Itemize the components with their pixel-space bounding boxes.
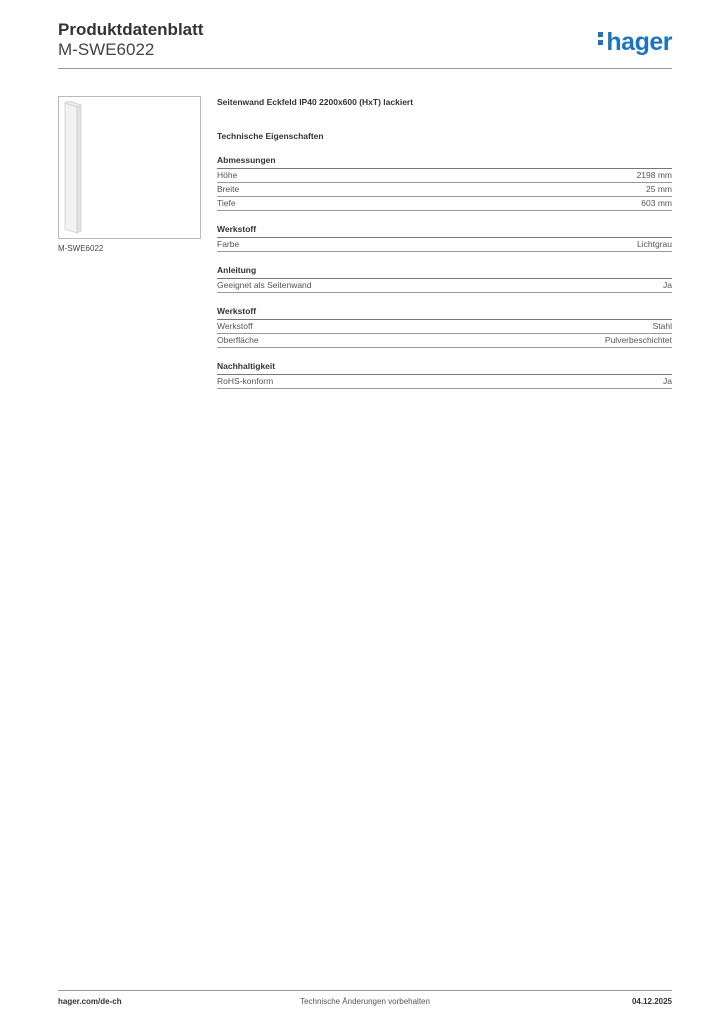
spec-row bbox=[217, 320, 672, 334]
product-image-frame bbox=[58, 96, 201, 239]
spec-label: Werkstoff bbox=[217, 321, 253, 331]
spec-label: Tiefe bbox=[217, 198, 236, 208]
spec-value: 25 mm bbox=[646, 184, 672, 194]
header-divider bbox=[58, 68, 672, 69]
group-title: Werkstoff bbox=[217, 306, 672, 320]
image-caption: M-SWE6022 bbox=[58, 244, 104, 253]
spec-value: Ja bbox=[663, 376, 672, 386]
product-code: M-SWE6022 bbox=[58, 40, 155, 59]
spec-group-nachhaltigkeit bbox=[217, 361, 672, 389]
footer-notice: Technische Änderungen vorbehalten bbox=[300, 997, 430, 1006]
spec-row bbox=[217, 375, 672, 389]
spec-row bbox=[217, 238, 672, 252]
logo-dots-icon bbox=[598, 29, 604, 48]
spec-label: Farbe bbox=[217, 239, 240, 249]
spec-value: 603 mm bbox=[641, 198, 672, 208]
product-name: Seitenwand Eckfeld IP40 2200x600 (HxT) lackiert bbox=[217, 97, 414, 107]
footer-website: hager.com/de-ch bbox=[58, 997, 122, 1006]
group-title: Anleitung bbox=[217, 265, 672, 279]
spec-value: Lichtgrau bbox=[637, 239, 672, 249]
spec-value: Pulverbeschichtet bbox=[604, 335, 672, 345]
spec-row bbox=[217, 279, 672, 293]
spec-group-anleitung bbox=[217, 265, 672, 293]
group-title: Abmessungen bbox=[217, 155, 672, 169]
spec-row bbox=[217, 169, 672, 183]
spec-value: Ja bbox=[663, 280, 672, 290]
spec-group-abmessungen bbox=[217, 155, 672, 211]
datasheet-content bbox=[217, 96, 672, 389]
group-title: Werkstoff bbox=[217, 224, 672, 238]
page-footer bbox=[58, 997, 672, 1011]
spec-value: Stahl bbox=[652, 321, 672, 331]
footer-date: 04.12.2025 bbox=[631, 997, 672, 1006]
spec-row bbox=[217, 197, 672, 211]
spec-row bbox=[217, 183, 672, 197]
spec-value: 2198 mm bbox=[636, 170, 672, 180]
hager-logo bbox=[598, 28, 672, 56]
spec-group-werkstoff bbox=[217, 224, 672, 252]
spec-label: Breite bbox=[217, 184, 240, 194]
logo-text: hager bbox=[606, 28, 672, 56]
document-title: Produktdatenblatt bbox=[58, 20, 204, 39]
spec-group-werkstoff-2 bbox=[217, 306, 672, 348]
side-panel-product-image-icon bbox=[63, 101, 83, 235]
spec-label: Höhe bbox=[217, 170, 238, 180]
spec-row bbox=[217, 334, 672, 348]
spec-label: Oberfläche bbox=[217, 335, 259, 345]
section-title: Technische Eigenschaften bbox=[217, 131, 324, 141]
group-title: Nachhaltigkeit bbox=[217, 361, 672, 375]
spec-label: RoHS-konform bbox=[217, 376, 274, 386]
page-header bbox=[58, 20, 672, 70]
footer-divider bbox=[58, 990, 672, 991]
spec-label: Geeignet als Seitenwand bbox=[217, 280, 312, 290]
